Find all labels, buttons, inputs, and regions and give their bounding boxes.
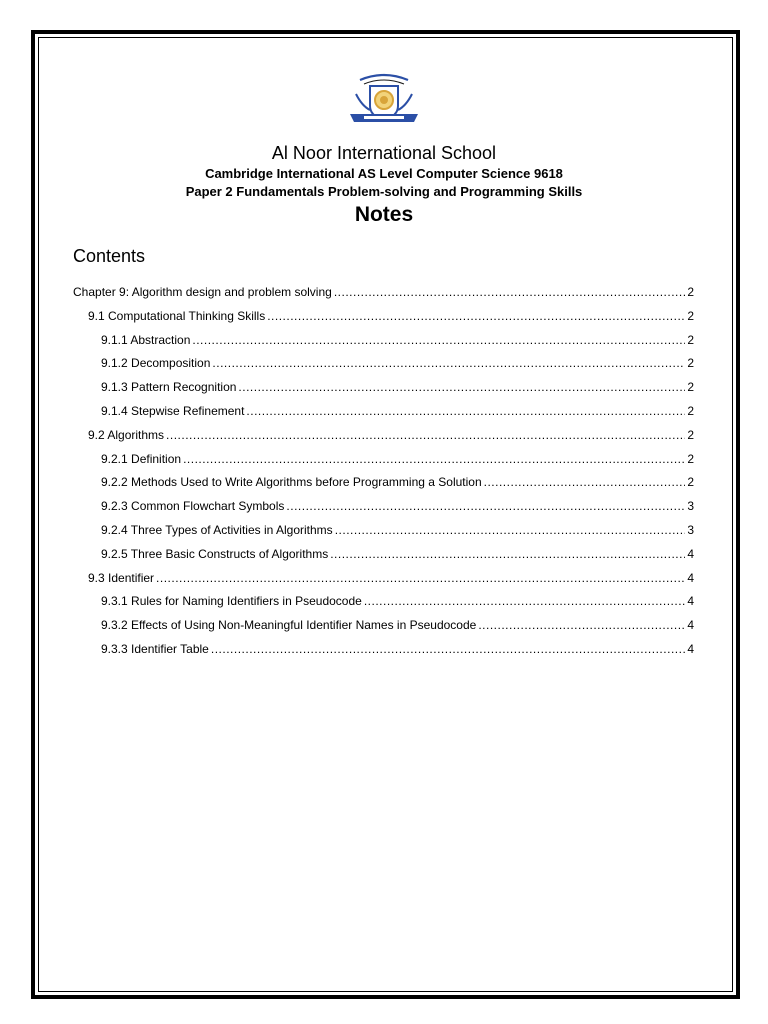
toc-entry[interactable] <box>88 307 694 325</box>
toc-leader-dots <box>212 354 685 372</box>
toc-page-number: 2 <box>687 404 694 418</box>
toc-entry[interactable] <box>101 616 694 634</box>
toc-entry[interactable] <box>101 450 694 468</box>
toc-entry[interactable] <box>101 521 694 539</box>
toc-entry[interactable] <box>101 497 694 515</box>
toc-page-number: 4 <box>687 570 694 585</box>
contents-heading: Contents <box>73 246 146 266</box>
toc-page-number: 4 <box>687 594 694 609</box>
toc-entry-title: 9.3.1 Rules for Naming Identifiers in Pseudocode <box>101 594 362 609</box>
toc-entry[interactable] <box>101 402 694 420</box>
toc-leader-dots <box>478 616 685 634</box>
toc-leader-dots <box>335 521 686 539</box>
toc-leader-dots <box>286 497 685 515</box>
toc-entry-title: 9.3 Identifier <box>88 570 155 585</box>
toc-entry-title: 9.1.2 Decomposition <box>101 356 211 371</box>
toc-page-number: 2 <box>687 427 694 442</box>
paper-title: Paper 2 Fundamentals Problem-solving and Programming Skills <box>185 184 583 199</box>
toc-entry[interactable] <box>88 569 694 587</box>
toc-entry[interactable] <box>101 592 694 610</box>
toc-entry-title: 9.2.5 Three Basic Constructs of Algorithms <box>101 546 329 561</box>
toc-entry[interactable] <box>88 426 694 444</box>
toc-entry[interactable] <box>101 640 694 658</box>
toc-entry-title: 9.1 Computational Thinking Skills <box>88 308 266 323</box>
toc-page-number: 2 <box>687 356 694 371</box>
toc-leader-dots <box>166 426 685 444</box>
notes-title: Notes <box>354 203 414 226</box>
toc-leader-dots <box>192 331 685 349</box>
toc-leader-dots <box>183 450 685 468</box>
toc-entry[interactable] <box>101 331 694 349</box>
toc-page-number: 3 <box>687 523 694 537</box>
toc-page-number: 2 <box>687 380 694 395</box>
toc-entry[interactable] <box>101 473 694 491</box>
toc-page-number: 2 <box>687 451 694 466</box>
toc-entry-title: 9.1.1 Abstraction <box>101 332 191 347</box>
toc-entry-title: 9.3.3 Identifier Table <box>101 642 209 656</box>
toc-entry-title: 9.3.2 Effects of Using Non-Meaningful Identifier Names in Pseudocode <box>101 618 477 633</box>
toc-leader-dots <box>334 283 685 301</box>
toc-entry-title: 9.1.4 Stepwise Refinement <box>101 404 245 418</box>
school-crest-icon <box>346 72 422 128</box>
toc-leader-dots <box>238 378 685 396</box>
toc-page-number: 4 <box>687 642 694 656</box>
toc-entry[interactable] <box>101 378 694 396</box>
toc-entry[interactable] <box>101 545 694 563</box>
toc-page-number: 2 <box>687 308 694 323</box>
toc-leader-dots <box>246 402 685 420</box>
toc-entry[interactable] <box>101 354 694 372</box>
toc-leader-dots <box>364 592 686 610</box>
toc-page-number: 2 <box>687 332 694 347</box>
toc-entry-title: 9.2.1 Definition <box>101 451 182 466</box>
toc-page-number: 4 <box>687 546 694 561</box>
toc-leader-dots <box>484 473 686 491</box>
school-name: Al Noor International School <box>271 143 497 163</box>
toc-leader-dots <box>330 545 685 563</box>
toc-entry-title: 9.2.3 Common Flowchart Symbols <box>101 499 285 514</box>
toc-entry-title: Chapter 9: Algorithm design and problem solving <box>73 285 332 299</box>
toc-leader-dots <box>211 640 685 658</box>
toc-entry-title: 9.2 Algorithms <box>88 427 165 442</box>
toc-entry-title: 9.2.2 Methods Used to Write Algorithms before Programming a Solution <box>101 475 482 490</box>
toc-page-number: 4 <box>687 618 694 633</box>
toc-entry-title: 9.2.4 Three Types of Activities in Algorithms <box>101 523 333 537</box>
toc-leader-dots <box>267 307 685 325</box>
toc-entry[interactable] <box>73 283 694 301</box>
toc-entry-title: 9.1.3 Pattern Recognition <box>101 380 237 395</box>
course-title: Cambridge International AS Level Computer Science 9618 <box>205 166 563 181</box>
toc-leader-dots <box>156 569 685 587</box>
toc-page-number: 2 <box>687 285 694 299</box>
toc-page-number: 3 <box>687 499 694 514</box>
toc-page-number: 2 <box>687 475 694 490</box>
